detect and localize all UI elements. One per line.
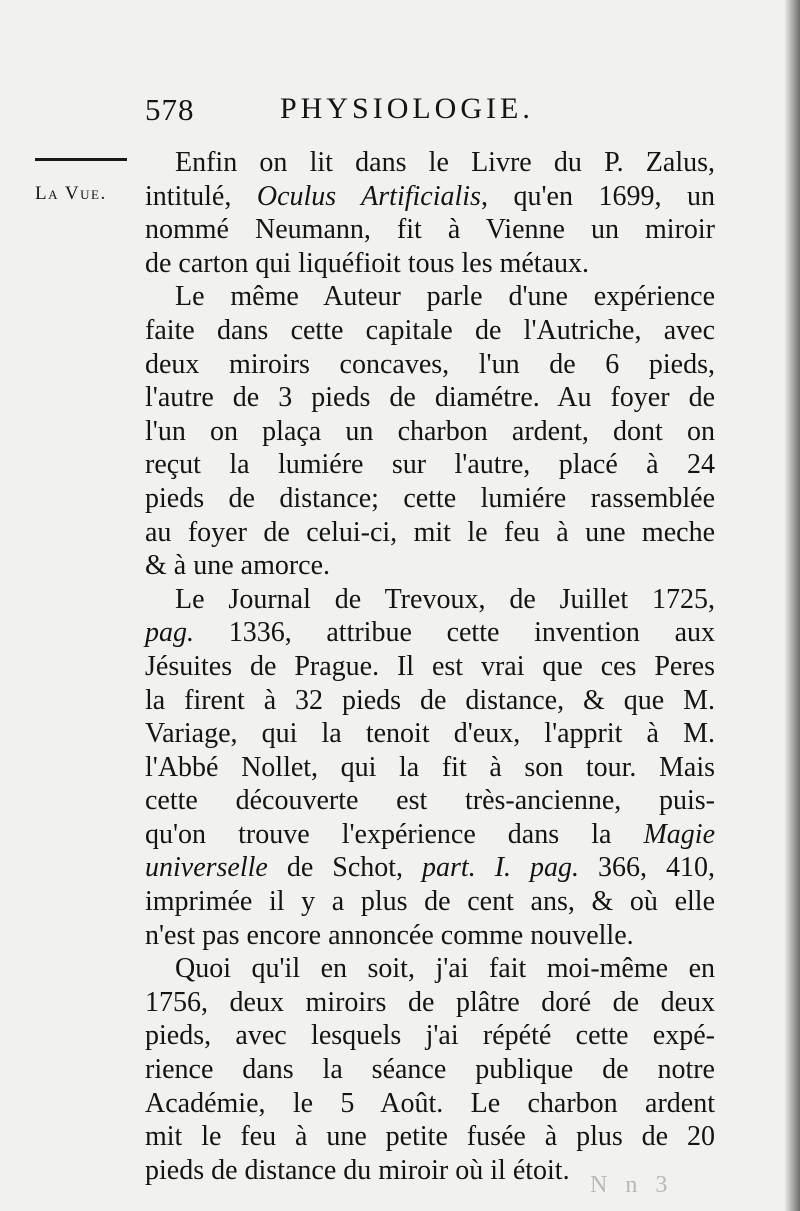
text-run: mit le feu à une petite fusée à plus de 20 — [145, 1121, 715, 1153]
text-run: intitulé, — [145, 180, 257, 212]
text-run: Enfin on lit dans le Livre du P. Zalus, — [175, 147, 715, 178]
text-run: Quoi qu'il en soit, j'ai fait moi-même en — [175, 953, 715, 985]
text-line — [145, 583, 715, 617]
body-text — [145, 146, 715, 1187]
text-run: l'un on plaça un charbon ardent, dont on — [145, 415, 715, 447]
text-run: Le même Auteur parle d'une expérience — [175, 281, 715, 313]
text-line — [145, 348, 715, 382]
text-run: nommé Neumann, fit à Vienne un miroir — [145, 214, 715, 246]
text-line — [145, 516, 715, 550]
text-run: qu'on trouve l'expérience dans la — [145, 818, 644, 850]
text-line — [145, 180, 715, 214]
text-run: pieds, avec lesquels j'ai répété cette expé- — [145, 1020, 715, 1052]
text-line — [145, 549, 715, 583]
text-run: deux miroirs concaves, l'un de 6 pieds, — [145, 348, 715, 380]
text-run: reçut la lumiére sur l'autre, placé à 24 — [145, 449, 715, 481]
text-run: Jésuites de Prague. Il est vrai que ces Peres — [145, 650, 715, 682]
text-line — [145, 280, 715, 314]
paragraph — [145, 280, 715, 582]
text-line — [145, 381, 715, 415]
text-line — [145, 818, 715, 852]
text-line — [145, 482, 715, 516]
text-run: au foyer de celui-ci, mit le feu à une meche — [145, 516, 715, 548]
text-run: de Schot, — [267, 852, 423, 884]
text-line — [145, 146, 715, 180]
text-line — [145, 1053, 715, 1087]
text-run: l'autre de 3 pieds de diamétre. Au foyer de — [145, 382, 715, 414]
text-line — [145, 952, 715, 986]
text-run: Le Journal de Trevoux, de Juillet 1725, — [175, 583, 715, 615]
paragraph — [145, 952, 715, 1187]
text-line — [145, 448, 715, 482]
page-number: 578 — [145, 92, 195, 127]
text-line — [145, 247, 715, 281]
text-line — [145, 1120, 715, 1154]
running-head: PHYSIOLOGIE. — [280, 92, 534, 125]
text-run: 366, 410, — [579, 852, 715, 884]
text-run: rience dans la séance publique de notre — [145, 1054, 715, 1086]
text-line — [145, 1087, 715, 1121]
text-line — [145, 650, 715, 684]
text-line — [145, 616, 715, 650]
text-line — [145, 885, 715, 919]
text-run: faite dans cette capitale de l'Autriche, avec — [145, 314, 715, 346]
text-run: 1336, attribue cette invention aux — [194, 617, 715, 649]
text-line — [145, 213, 715, 247]
text-line — [145, 784, 715, 818]
text-line — [145, 1019, 715, 1053]
page-edge-shadow — [784, 0, 800, 1211]
text-run: la firent à 32 pieds de distance, & que M. — [145, 684, 715, 716]
italic-text: pag. — [145, 617, 194, 649]
text-run: l'Abbé Nollet, qui la fit à son tour. Mais — [145, 751, 715, 783]
margin-note: La Vue. — [35, 183, 107, 204]
text-line — [145, 851, 715, 885]
text-run: pieds de distance; cette lumiére rassemblée — [145, 482, 715, 514]
text-run: & à une amorce. — [145, 550, 331, 582]
text-line — [145, 415, 715, 449]
text-line — [145, 751, 715, 785]
italic-text: Magie — [643, 818, 715, 850]
text-run: cette découverte est très-ancienne, puis- — [145, 785, 715, 817]
text-run: 1756, deux miroirs de plâtre doré de deux — [145, 986, 715, 1018]
text-run: de carton qui liquéfioit tous les métaux. — [145, 247, 590, 279]
text-run: Variage, qui la tenoit d'eux, l'apprit à M. — [145, 718, 715, 750]
paragraph — [145, 583, 715, 953]
page-header — [145, 92, 705, 136]
italic-text: Oculus Artificialis — [256, 180, 481, 212]
text-line — [145, 919, 715, 953]
italic-text: universelle — [145, 852, 268, 884]
text-run: Académie, le 5 Août. Le charbon ardent — [145, 1087, 715, 1119]
text-line — [145, 684, 715, 718]
text-line — [145, 314, 715, 348]
paragraph — [145, 146, 715, 280]
signature-mark: N n 3 — [590, 1172, 674, 1198]
text-run: , qu'en 1699, un — [480, 180, 715, 212]
text-run: imprimée il y a plus de cent ans, & où elle — [145, 886, 715, 918]
margin-rule — [35, 158, 127, 161]
italic-text: part. I. pag. — [422, 852, 580, 884]
text-line — [145, 986, 715, 1020]
text-run: pieds de distance du miroir où il étoit. — [145, 1154, 570, 1186]
text-run: n'est pas encore annoncée comme nouvelle. — [145, 919, 634, 951]
text-line — [145, 717, 715, 751]
